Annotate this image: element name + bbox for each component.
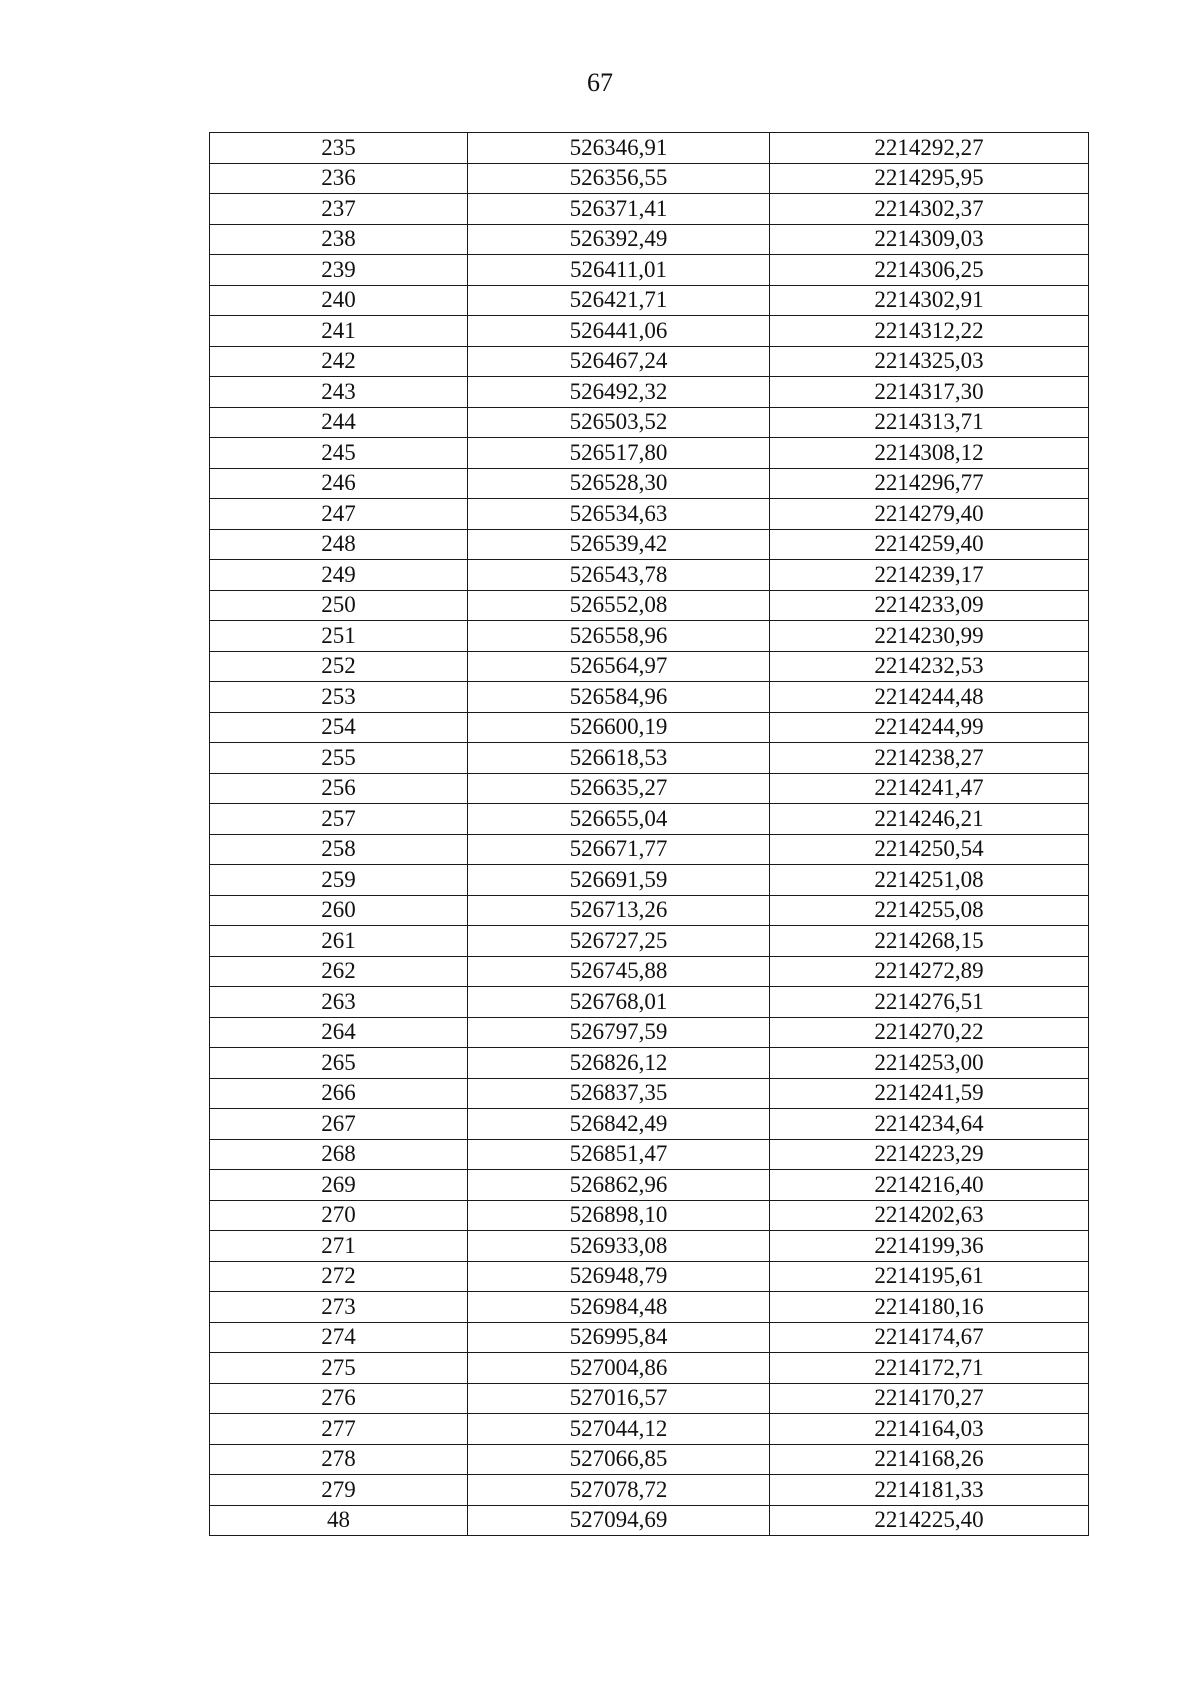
table-row — [210, 1292, 1089, 1323]
y-coordinate-cell: 2214232,53 — [770, 651, 1089, 682]
x-coordinate-cell: 526713,26 — [468, 895, 770, 926]
table-row — [210, 1017, 1089, 1048]
point-number-cell: 250 — [210, 590, 468, 621]
y-coordinate-cell: 2214246,21 — [770, 804, 1089, 835]
point-number-cell: 238 — [210, 224, 468, 255]
point-number-cell: 255 — [210, 743, 468, 774]
point-number-cell: 279 — [210, 1475, 468, 1506]
table-row — [210, 926, 1089, 957]
table-row — [210, 1170, 1089, 1201]
y-coordinate-cell: 2214296,77 — [770, 468, 1089, 499]
table-row — [210, 895, 1089, 926]
y-coordinate-cell: 2214202,63 — [770, 1200, 1089, 1231]
x-coordinate-cell: 526691,59 — [468, 865, 770, 896]
table-row — [210, 163, 1089, 194]
y-coordinate-cell: 2214225,40 — [770, 1505, 1089, 1536]
x-coordinate-cell: 526655,04 — [468, 804, 770, 835]
table-row — [210, 804, 1089, 835]
x-coordinate-cell: 526543,78 — [468, 560, 770, 591]
table-row — [210, 1505, 1089, 1536]
y-coordinate-cell: 2214312,22 — [770, 316, 1089, 347]
point-number-cell: 240 — [210, 285, 468, 316]
point-number-cell: 251 — [210, 621, 468, 652]
x-coordinate-cell: 527094,69 — [468, 1505, 770, 1536]
x-coordinate-cell: 526600,19 — [468, 712, 770, 743]
table-row — [210, 1109, 1089, 1140]
table-row — [210, 1353, 1089, 1384]
y-coordinate-cell: 2214276,51 — [770, 987, 1089, 1018]
point-number-cell: 260 — [210, 895, 468, 926]
y-coordinate-cell: 2214195,61 — [770, 1261, 1089, 1292]
y-coordinate-cell: 2214313,71 — [770, 407, 1089, 438]
x-coordinate-cell: 526564,97 — [468, 651, 770, 682]
table-row — [210, 224, 1089, 255]
table-row — [210, 1444, 1089, 1475]
table-row — [210, 468, 1089, 499]
point-number-cell: 267 — [210, 1109, 468, 1140]
table-row — [210, 560, 1089, 591]
y-coordinate-cell: 2214223,29 — [770, 1139, 1089, 1170]
y-coordinate-cell: 2214180,16 — [770, 1292, 1089, 1323]
point-number-cell: 278 — [210, 1444, 468, 1475]
table-row — [210, 987, 1089, 1018]
page-number: 67 — [587, 68, 613, 97]
y-coordinate-cell: 2214230,99 — [770, 621, 1089, 652]
table-row — [210, 499, 1089, 530]
x-coordinate-cell: 526995,84 — [468, 1322, 770, 1353]
x-coordinate-cell: 526851,47 — [468, 1139, 770, 1170]
x-coordinate-cell: 526898,10 — [468, 1200, 770, 1231]
point-number-cell: 245 — [210, 438, 468, 469]
y-coordinate-cell: 2214216,40 — [770, 1170, 1089, 1201]
point-number-cell: 239 — [210, 255, 468, 286]
table-row — [210, 346, 1089, 377]
x-coordinate-cell: 526346,91 — [468, 133, 770, 164]
table-row — [210, 285, 1089, 316]
x-coordinate-cell: 526618,53 — [468, 743, 770, 774]
x-coordinate-cell: 526842,49 — [468, 1109, 770, 1140]
point-number-cell: 253 — [210, 682, 468, 713]
y-coordinate-cell: 2214241,59 — [770, 1078, 1089, 1109]
y-coordinate-cell: 2214199,36 — [770, 1231, 1089, 1262]
y-coordinate-cell: 2214244,48 — [770, 682, 1089, 713]
x-coordinate-cell: 526984,48 — [468, 1292, 770, 1323]
table-row — [210, 438, 1089, 469]
point-number-cell: 274 — [210, 1322, 468, 1353]
y-coordinate-cell: 2214272,89 — [770, 956, 1089, 987]
x-coordinate-cell: 526671,77 — [468, 834, 770, 865]
y-coordinate-cell: 2214270,22 — [770, 1017, 1089, 1048]
x-coordinate-cell: 526727,25 — [468, 926, 770, 957]
point-number-cell: 275 — [210, 1353, 468, 1384]
x-coordinate-cell: 526441,06 — [468, 316, 770, 347]
x-coordinate-cell: 526635,27 — [468, 773, 770, 804]
x-coordinate-cell: 526797,59 — [468, 1017, 770, 1048]
point-number-cell: 259 — [210, 865, 468, 896]
point-number-cell: 242 — [210, 346, 468, 377]
y-coordinate-cell: 2214306,25 — [770, 255, 1089, 286]
x-coordinate-cell: 527066,85 — [468, 1444, 770, 1475]
y-coordinate-cell: 2214292,27 — [770, 133, 1089, 164]
point-number-cell: 243 — [210, 377, 468, 408]
y-coordinate-cell: 2214250,54 — [770, 834, 1089, 865]
x-coordinate-cell: 526356,55 — [468, 163, 770, 194]
x-coordinate-cell: 526862,96 — [468, 1170, 770, 1201]
y-coordinate-cell: 2214317,30 — [770, 377, 1089, 408]
table-row — [210, 621, 1089, 652]
y-coordinate-cell: 2214259,40 — [770, 529, 1089, 560]
point-number-cell: 273 — [210, 1292, 468, 1323]
x-coordinate-cell: 527016,57 — [468, 1383, 770, 1414]
y-coordinate-cell: 2214164,03 — [770, 1414, 1089, 1445]
x-coordinate-cell: 526558,96 — [468, 621, 770, 652]
point-number-cell: 271 — [210, 1231, 468, 1262]
point-number-cell: 261 — [210, 926, 468, 957]
point-number-cell: 265 — [210, 1048, 468, 1079]
x-coordinate-cell: 526534,63 — [468, 499, 770, 530]
point-number-cell: 246 — [210, 468, 468, 499]
point-number-cell: 272 — [210, 1261, 468, 1292]
table-row — [210, 133, 1089, 164]
point-number-cell: 237 — [210, 194, 468, 225]
x-coordinate-cell: 526933,08 — [468, 1231, 770, 1262]
table-row — [210, 1200, 1089, 1231]
point-number-cell: 256 — [210, 773, 468, 804]
table-row — [210, 865, 1089, 896]
point-number-cell: 257 — [210, 804, 468, 835]
table-row — [210, 1078, 1089, 1109]
x-coordinate-cell: 526826,12 — [468, 1048, 770, 1079]
y-coordinate-cell: 2214234,64 — [770, 1109, 1089, 1140]
y-coordinate-cell: 2214255,08 — [770, 895, 1089, 926]
table-row — [210, 194, 1089, 225]
table-row — [210, 1139, 1089, 1170]
table-row — [210, 743, 1089, 774]
point-number-cell: 248 — [210, 529, 468, 560]
point-number-cell: 276 — [210, 1383, 468, 1414]
x-coordinate-cell: 527078,72 — [468, 1475, 770, 1506]
table-row — [210, 1475, 1089, 1506]
table-row — [210, 956, 1089, 987]
y-coordinate-cell: 2214309,03 — [770, 224, 1089, 255]
table-row — [210, 682, 1089, 713]
point-number-cell: 266 — [210, 1078, 468, 1109]
y-coordinate-cell: 2214168,26 — [770, 1444, 1089, 1475]
x-coordinate-cell: 526421,71 — [468, 285, 770, 316]
coordinates-table — [209, 132, 1089, 1536]
point-number-cell: 254 — [210, 712, 468, 743]
x-coordinate-cell: 526392,49 — [468, 224, 770, 255]
x-coordinate-cell: 527044,12 — [468, 1414, 770, 1445]
point-number-cell: 277 — [210, 1414, 468, 1445]
coordinates-table-body — [210, 133, 1089, 1536]
x-coordinate-cell: 526371,41 — [468, 194, 770, 225]
table-row — [210, 1048, 1089, 1079]
x-coordinate-cell: 527004,86 — [468, 1353, 770, 1384]
table-row — [210, 316, 1089, 347]
x-coordinate-cell: 526517,80 — [468, 438, 770, 469]
table-row — [210, 651, 1089, 682]
x-coordinate-cell: 526503,52 — [468, 407, 770, 438]
y-coordinate-cell: 2214174,67 — [770, 1322, 1089, 1353]
point-number-cell: 235 — [210, 133, 468, 164]
x-coordinate-cell: 526467,24 — [468, 346, 770, 377]
y-coordinate-cell: 2214268,15 — [770, 926, 1089, 957]
y-coordinate-cell: 2214181,33 — [770, 1475, 1089, 1506]
table-row — [210, 1261, 1089, 1292]
point-number-cell: 48 — [210, 1505, 468, 1536]
y-coordinate-cell: 2214239,17 — [770, 560, 1089, 591]
table-row — [210, 377, 1089, 408]
y-coordinate-cell: 2214233,09 — [770, 590, 1089, 621]
table-row — [210, 834, 1089, 865]
y-coordinate-cell: 2214302,37 — [770, 194, 1089, 225]
x-coordinate-cell: 526411,01 — [468, 255, 770, 286]
y-coordinate-cell: 2214251,08 — [770, 865, 1089, 896]
table-row — [210, 407, 1089, 438]
y-coordinate-cell: 2214238,27 — [770, 743, 1089, 774]
point-number-cell: 249 — [210, 560, 468, 591]
table-row — [210, 1414, 1089, 1445]
x-coordinate-cell: 526745,88 — [468, 956, 770, 987]
point-number-cell: 236 — [210, 163, 468, 194]
point-number-cell: 264 — [210, 1017, 468, 1048]
y-coordinate-cell: 2214302,91 — [770, 285, 1089, 316]
point-number-cell: 244 — [210, 407, 468, 438]
x-coordinate-cell: 526552,08 — [468, 590, 770, 621]
x-coordinate-cell: 526528,30 — [468, 468, 770, 499]
table-row — [210, 773, 1089, 804]
point-number-cell: 241 — [210, 316, 468, 347]
point-number-cell: 252 — [210, 651, 468, 682]
y-coordinate-cell: 2214244,99 — [770, 712, 1089, 743]
x-coordinate-cell: 526948,79 — [468, 1261, 770, 1292]
table-row — [210, 1383, 1089, 1414]
y-coordinate-cell: 2214325,03 — [770, 346, 1089, 377]
y-coordinate-cell: 2214295,95 — [770, 163, 1089, 194]
point-number-cell: 262 — [210, 956, 468, 987]
x-coordinate-cell: 526492,32 — [468, 377, 770, 408]
point-number-cell: 269 — [210, 1170, 468, 1201]
table-row — [210, 712, 1089, 743]
table-row — [210, 1231, 1089, 1262]
table-row — [210, 529, 1089, 560]
y-coordinate-cell: 2214241,47 — [770, 773, 1089, 804]
y-coordinate-cell: 2214253,00 — [770, 1048, 1089, 1079]
point-number-cell: 258 — [210, 834, 468, 865]
x-coordinate-cell: 526584,96 — [468, 682, 770, 713]
table-row — [210, 590, 1089, 621]
point-number-cell: 268 — [210, 1139, 468, 1170]
y-coordinate-cell: 2214170,27 — [770, 1383, 1089, 1414]
x-coordinate-cell: 526768,01 — [468, 987, 770, 1018]
y-coordinate-cell: 2214308,12 — [770, 438, 1089, 469]
point-number-cell: 270 — [210, 1200, 468, 1231]
x-coordinate-cell: 526539,42 — [468, 529, 770, 560]
y-coordinate-cell: 2214172,71 — [770, 1353, 1089, 1384]
y-coordinate-cell: 2214279,40 — [770, 499, 1089, 530]
point-number-cell: 263 — [210, 987, 468, 1018]
point-number-cell: 247 — [210, 499, 468, 530]
table-row — [210, 255, 1089, 286]
table-row — [210, 1322, 1089, 1353]
x-coordinate-cell: 526837,35 — [468, 1078, 770, 1109]
